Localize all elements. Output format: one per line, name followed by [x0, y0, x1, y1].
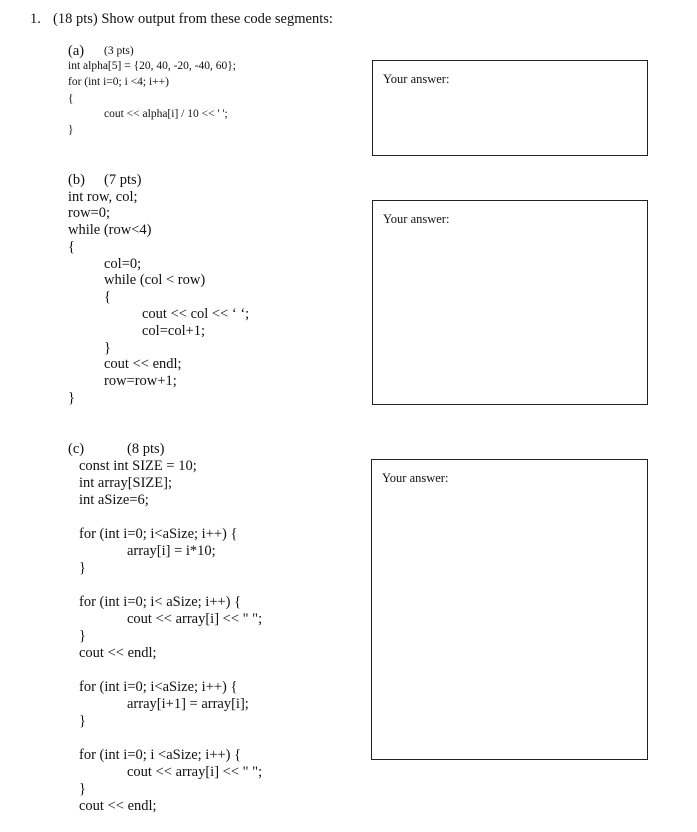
- code-line: array[i+1] = array[i];: [127, 696, 249, 712]
- code-line: int aSize=6;: [79, 492, 149, 508]
- code-line: {: [104, 289, 111, 305]
- code-line: for (int i=0; i<aSize; i++) {: [79, 526, 238, 542]
- part-b-label: (b): [68, 172, 85, 188]
- answer-label: Your answer:: [382, 471, 449, 485]
- answer-box-b[interactable]: [372, 200, 648, 405]
- part-c-label: (c): [68, 441, 85, 457]
- code-line: cout << array[i] << " ";: [127, 611, 263, 627]
- code-line: {: [68, 239, 75, 255]
- code-line: cout << endl;: [79, 645, 157, 661]
- code-line: col=0;: [104, 256, 142, 272]
- part-b-points: (7 pts): [104, 172, 142, 188]
- question-heading: (18 pts) Show output from these code segments:: [53, 11, 333, 27]
- code-line: row=0;: [68, 205, 111, 221]
- code-line: cout << col << ‘ ‘;: [142, 306, 250, 322]
- question-number: 1.: [30, 11, 41, 27]
- code-line: }: [68, 124, 74, 136]
- part-c-points: (8 pts): [127, 441, 165, 457]
- code-line: cout << endl;: [104, 356, 182, 372]
- code-line: cout << endl;: [79, 798, 157, 814]
- code-line: row=row+1;: [104, 373, 177, 389]
- code-line: for (int i=0; i <4; i++): [68, 76, 170, 88]
- code-line: }: [79, 628, 86, 644]
- code-line: col=col+1;: [142, 323, 206, 339]
- code-line: }: [79, 713, 86, 729]
- code-line: for (int i=0; i <aSize; i++) {: [79, 747, 242, 763]
- code-line: {: [68, 93, 74, 105]
- code-line: }: [79, 560, 86, 576]
- code-line: cout << array[i] << " ";: [127, 764, 263, 780]
- code-line: int array[SIZE];: [79, 475, 173, 491]
- answer-label: Your answer:: [383, 72, 450, 86]
- code-line: }: [68, 390, 75, 406]
- code-line: int alpha[5] = {20, 40, -20, -40, 60};: [68, 60, 236, 72]
- answer-box-c[interactable]: [371, 459, 648, 760]
- part-a-label: (a): [68, 43, 85, 59]
- code-line: for (int i=0; i<aSize; i++) {: [79, 679, 238, 695]
- code-line: for (int i=0; i< aSize; i++) {: [79, 594, 242, 610]
- code-line: }: [104, 340, 111, 356]
- code-line: while (row<4): [68, 222, 152, 238]
- answer-box-a[interactable]: [372, 60, 648, 156]
- answer-label: Your answer:: [383, 212, 450, 226]
- code-line: int row, col;: [68, 189, 138, 205]
- code-line: }: [79, 781, 86, 797]
- part-a-points: (3 pts): [104, 45, 134, 57]
- code-line: while (col < row): [104, 272, 206, 288]
- code-line: array[i] = i*10;: [127, 543, 216, 559]
- code-line: cout << alpha[i] / 10 << ' ';: [104, 108, 228, 120]
- code-line: const int SIZE = 10;: [79, 458, 197, 474]
